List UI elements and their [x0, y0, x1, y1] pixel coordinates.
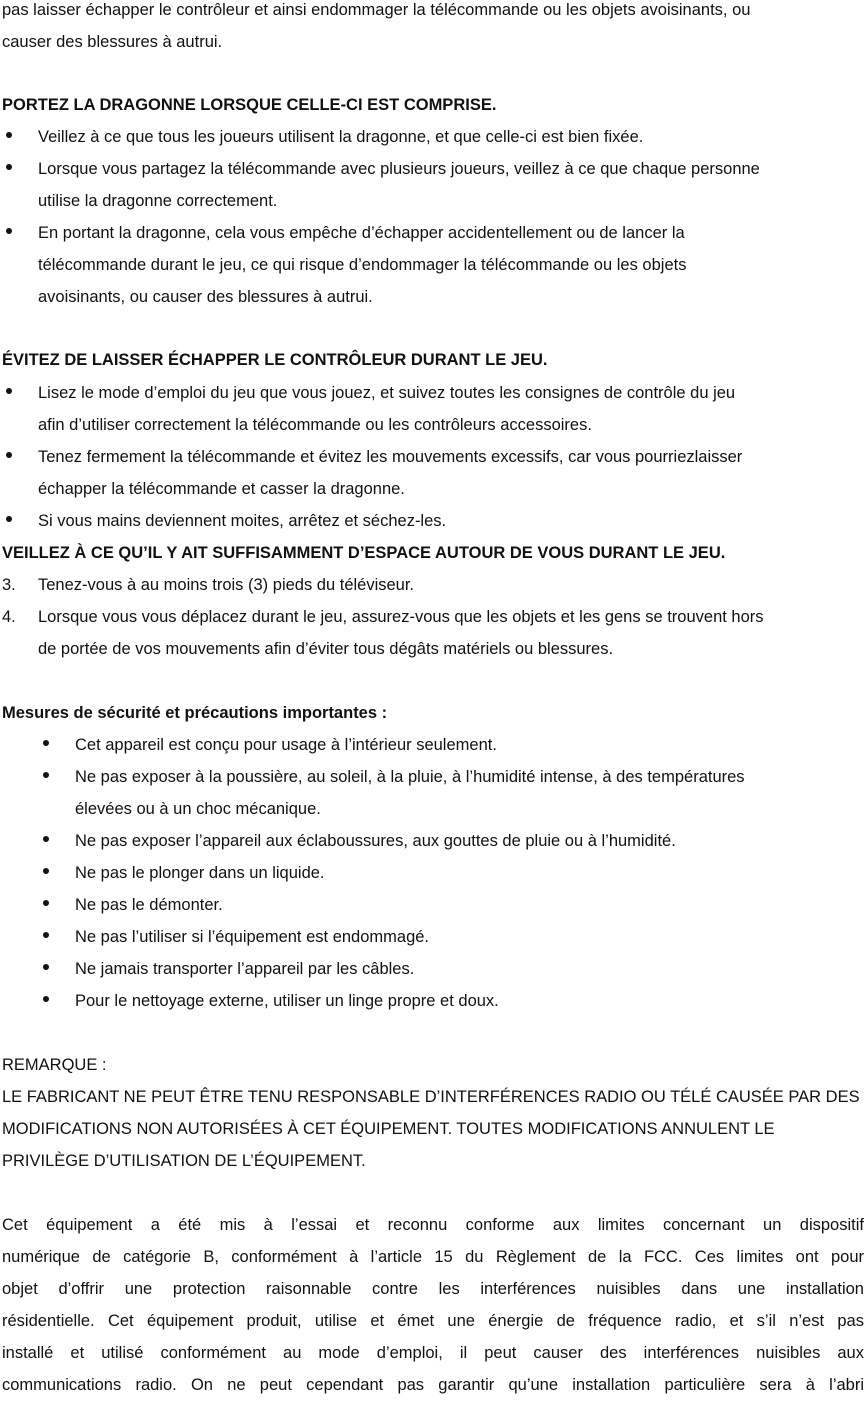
list-item: Ne pas exposer à la poussière, au soleil, à la pluie, à l’humidité intense, à des températures	[75, 768, 745, 786]
bullet-dot	[43, 868, 49, 874]
remarque-line-3: PRIVILÈGE D’UTILISATION DE L’ÉQUIPEMENT.	[2, 1152, 366, 1170]
list-item-continuation: utilise la dragonne correctement.	[38, 192, 278, 210]
remarque-line-2: MODIFICATIONS NON AUTORISÉES À CET ÉQUIPEMENT. TOUTES MODIFICATIONS ANNULENT LE	[2, 1120, 775, 1138]
section-heading-mesures: Mesures de sécurité et précautions importantes :	[2, 704, 388, 722]
fcc-paragraph-line-1: Cet équipement a été mis à l’essai et reconnu conforme aux limites concernant un dispositif	[2, 1216, 864, 1234]
list-item: Ne jamais transporter l’appareil par les câbles.	[75, 960, 415, 978]
fcc-paragraph-line-3: objet d’offrir une protection raisonnable contre les interférences nuisibles dans une installation	[2, 1280, 864, 1298]
list-item-continuation: télécommande durant le jeu, ce qui risque d’endommager la télécommande ou les objets	[38, 256, 687, 274]
list-item: Ne pas le démonter.	[75, 896, 223, 914]
list-item: Veillez à ce que tous les joueurs utilisent la dragonne, et que celle-ci est bien fixée.	[38, 128, 644, 146]
list-item: Pour le nettoyage externe, utiliser un linge propre et doux.	[75, 992, 499, 1010]
intro-line-1: pas laisser échapper le contrôleur et ainsi endommager la télécommande ou les objets avoisinants, ou	[2, 1, 751, 19]
bullet-dot	[6, 164, 12, 170]
bullet-dot	[6, 452, 12, 458]
list-item: En portant la dragonne, cela vous empêche d’échapper accidentellement ou de lancer la	[38, 224, 685, 242]
fcc-paragraph-line-4: résidentielle. Cet équipement produit, utilise et émet une énergie de fréquence radio, et s’il n’est pas	[2, 1312, 864, 1330]
fcc-paragraph-line-2: numérique de catégorie B, conformément à l’article 15 du Règlement de la FCC. Ces limites ont pour	[2, 1248, 864, 1266]
fcc-paragraph-line-5: installé et utilisé conformément au mode d’emploi, il peut causer des interférences nuisibles aux	[2, 1344, 864, 1362]
bullet-dot	[43, 900, 49, 906]
list-item: Tenez-vous à au moins trois (3) pieds du téléviseur.	[38, 576, 415, 594]
fcc-paragraph-line-6: communications radio. On ne peut cependant pas garantir qu’une installation particulière sera à l’abri	[2, 1376, 864, 1394]
bullet-dot	[43, 996, 49, 1002]
bullet-dot	[43, 964, 49, 970]
list-item: Ne pas l’utiliser si l’équipement est endommagé.	[75, 928, 430, 946]
list-item: Cet appareil est conçu pour usage à l’intérieur seulement.	[75, 736, 497, 754]
list-item: Lisez le mode d’emploi du jeu que vous jouez, et suivez toutes les consignes de contrôle du jeu	[38, 384, 736, 402]
list-number: 4.	[2, 608, 16, 626]
list-item-continuation: de portée de vos mouvements afin d’éviter tous dégâts matériels ou blessures.	[38, 640, 614, 658]
bullet-dot	[43, 836, 49, 842]
bullet-dot	[43, 772, 49, 778]
bullet-dot	[6, 388, 12, 394]
section-heading-dragonne: PORTEZ LA DRAGONNE LORSQUE CELLE-CI EST COMPRISE.	[2, 96, 497, 114]
list-item: Ne pas le plonger dans un liquide.	[75, 864, 325, 882]
list-item: Ne pas exposer l’appareil aux éclaboussures, aux gouttes de pluie ou à l’humidité.	[75, 832, 676, 850]
list-number: 3.	[2, 576, 16, 594]
remarque-label: REMARQUE :	[2, 1056, 107, 1074]
list-item-continuation: afin d’utiliser correctement la télécommande ou les contrôleurs accessoires.	[38, 416, 592, 434]
remarque-line-1: LE FABRICANT NE PEUT ÊTRE TENU RESPONSABLE D’INTERFÉRENCES RADIO OU TÉLÉ CAUSÉE PAR DES	[2, 1088, 860, 1106]
section-heading-espace: VEILLEZ À CE QU’IL Y AIT SUFFISAMMENT D’ESPACE AUTOUR DE VOUS DURANT LE JEU.	[2, 544, 726, 562]
bullet-dot	[6, 228, 12, 234]
bullet-dot	[43, 932, 49, 938]
list-item: Lorsque vous partagez la télécommande avec plusieurs joueurs, veillez à ce que chaque personne	[38, 160, 760, 178]
section-heading-echapper: ÉVITEZ DE LAISSER ÉCHAPPER LE CONTRÔLEUR DURANT LE JEU.	[2, 351, 548, 369]
list-item: Lorsque vous vous déplacez durant le jeu, assurez-vous que les objets et les gens se trouvent hors	[38, 608, 764, 626]
list-item-continuation: élevées ou à un choc mécanique.	[75, 800, 321, 818]
list-item: Si vous mains deviennent moites, arrêtez et séchez-les.	[38, 512, 447, 530]
bullet-dot	[43, 740, 49, 746]
list-item-continuation: échapper la télécommande et casser la dragonne.	[38, 480, 405, 498]
bullet-dot	[6, 516, 12, 522]
bullet-dot	[6, 132, 12, 138]
intro-line-2: causer des blessures à autrui.	[2, 33, 223, 51]
list-item-continuation: avoisinants, ou causer des blessures à autrui.	[38, 288, 373, 306]
list-item: Tenez fermement la télécommande et évitez les mouvements excessifs, car vous pourriezlaisser	[38, 448, 743, 466]
